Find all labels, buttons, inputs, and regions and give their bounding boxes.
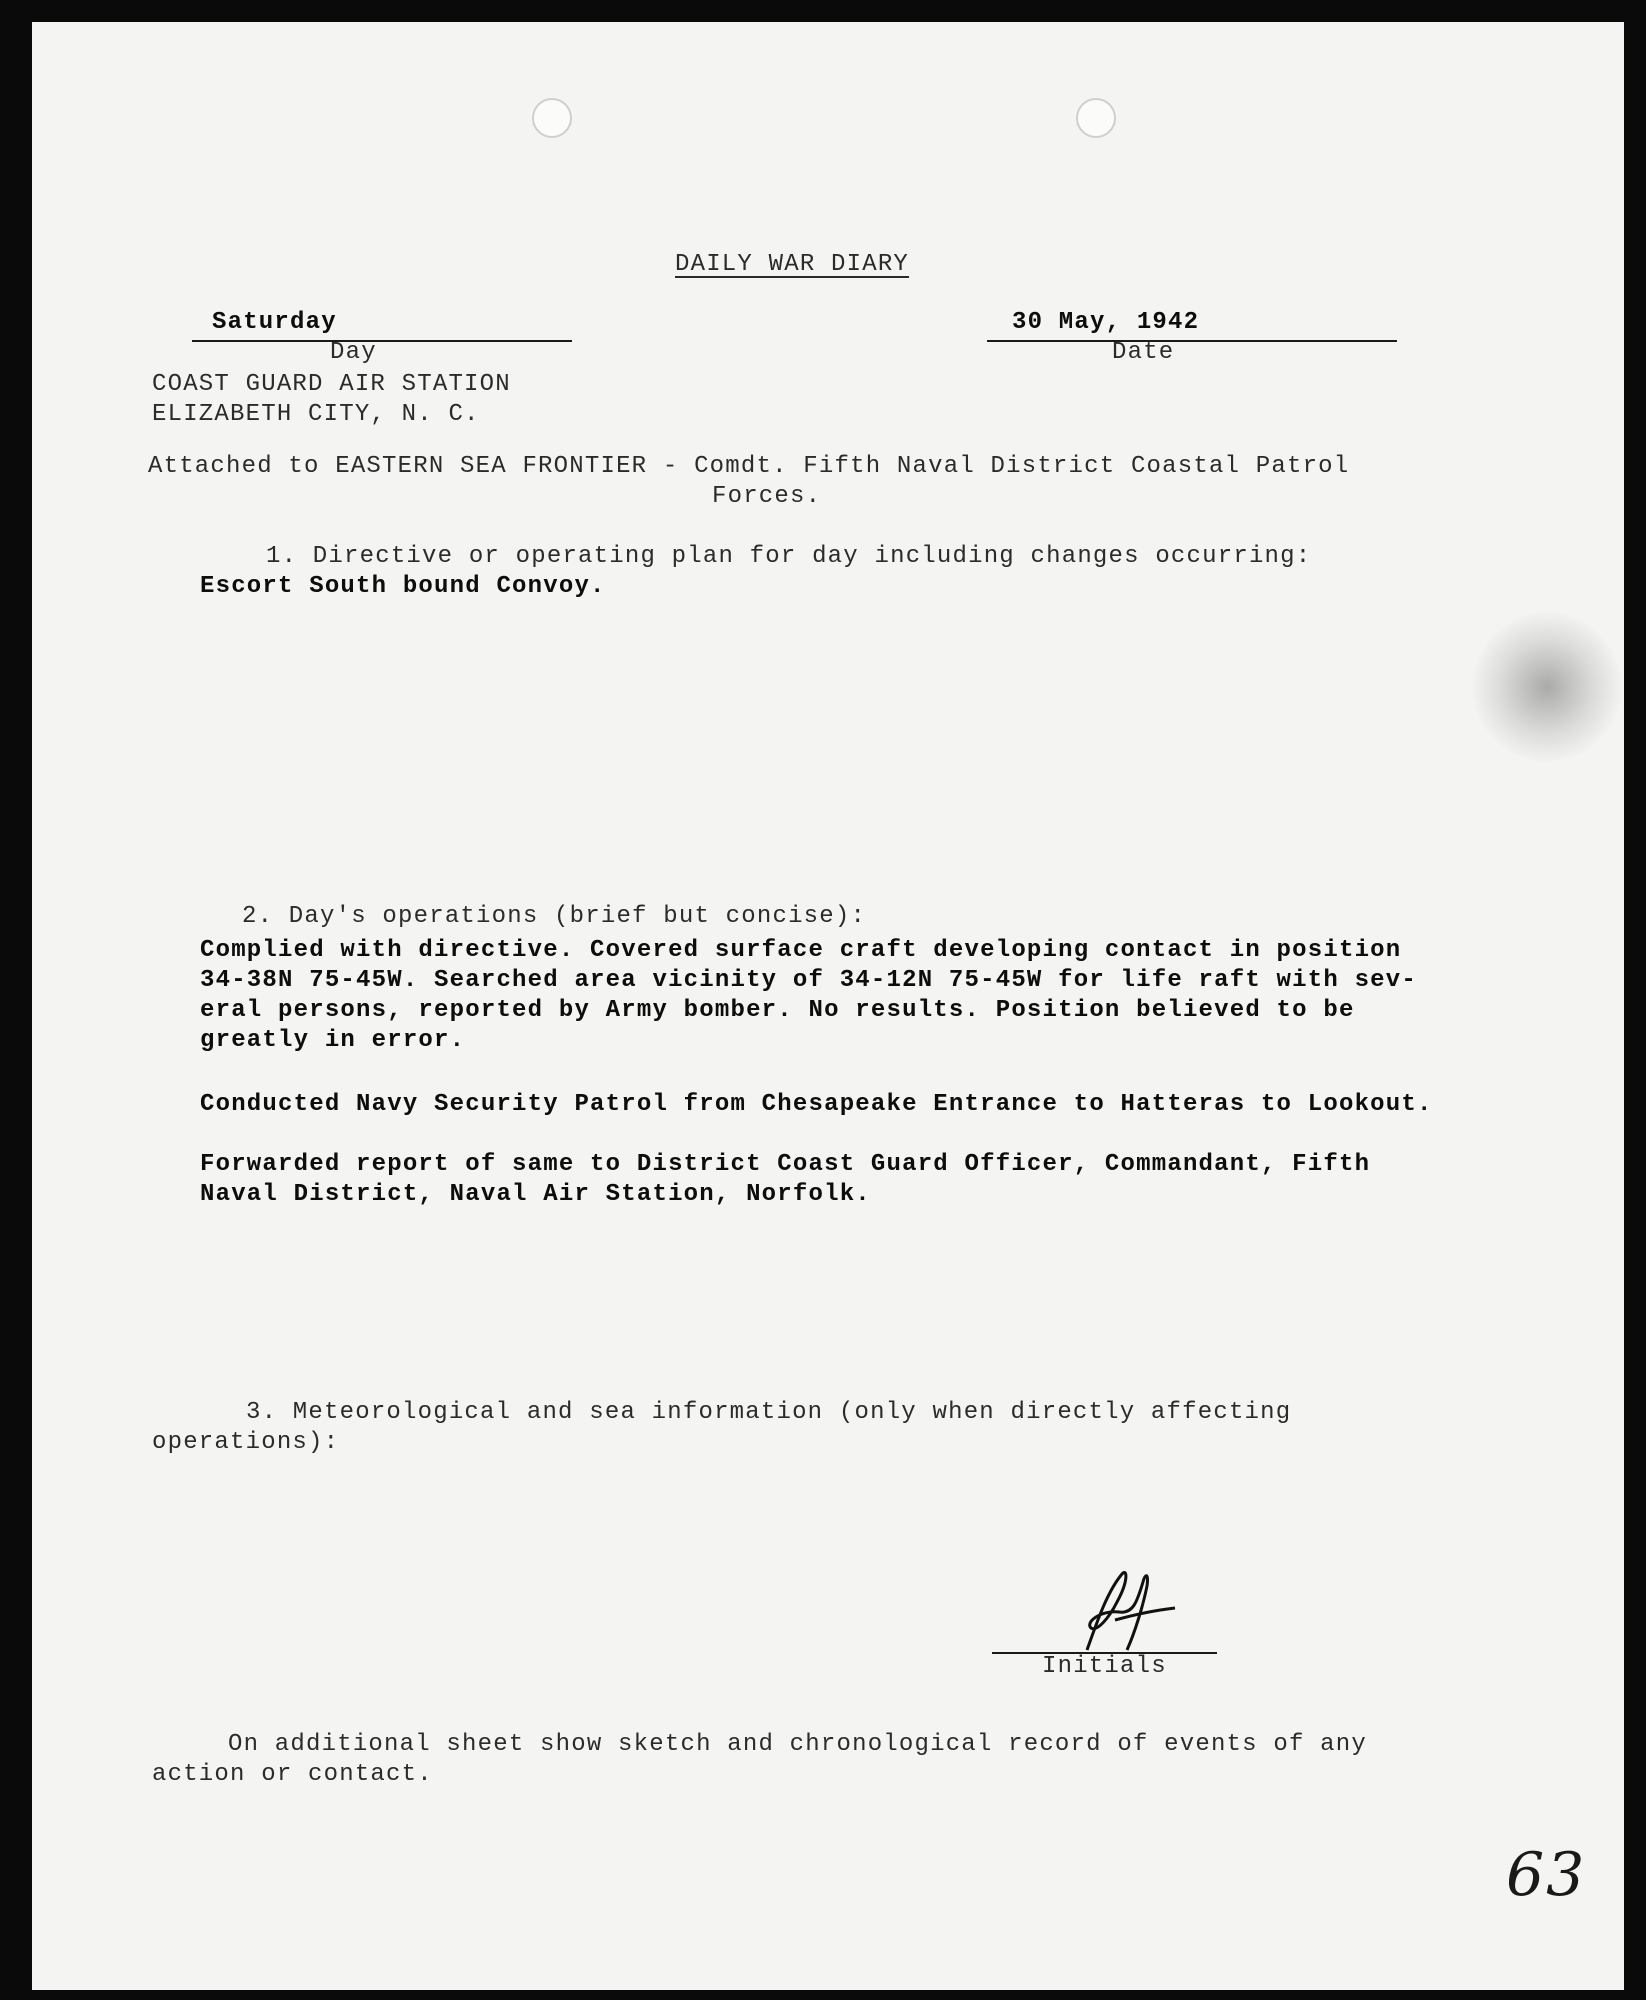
- footer-line: On additional sheet show sketch and chronological record of events of any: [228, 1731, 1367, 1758]
- date-label: Date: [1112, 339, 1175, 366]
- punch-hole-right: [1076, 98, 1116, 138]
- document-page: [32, 22, 1624, 1990]
- page-number-text: 63: [1506, 1840, 1587, 1910]
- document-title: DAILY WAR DIARY: [675, 251, 910, 278]
- initials-signature: [1067, 1562, 1187, 1662]
- punch-hole-left: [532, 98, 572, 138]
- station-location: ELIZABETH CITY, N. C.: [152, 401, 480, 428]
- page-number: [1506, 1840, 1586, 1910]
- section2-report-line: Naval District, Naval Air Station, Norfolk.: [200, 1181, 871, 1208]
- section2-heading: 2. Day's operations (brief but concise):: [242, 903, 867, 930]
- section3-heading: 3. Meteorological and sea information (only when directly affecting: [246, 1399, 1292, 1426]
- section1-body: Escort South bound Convoy.: [200, 573, 606, 600]
- section2-body-line: 34-38N 75-45W. Searched area vicinity of 34-12N 75-45W for life raft with sev-: [200, 967, 1417, 994]
- day-value: Saturday: [212, 309, 337, 336]
- section3-heading-cont: operations):: [152, 1429, 340, 1456]
- day-label: Day: [330, 339, 377, 366]
- section2-body-line: eral persons, reported by Army bomber. No results. Position believed to be: [200, 997, 1355, 1024]
- date-underline: [987, 340, 1397, 342]
- section2-report-line: Forwarded report of same to District Coast Guard Officer, Commandant, Fifth: [200, 1151, 1371, 1178]
- section2-body-line: Complied with directive. Covered surface craft developing contact in position: [200, 937, 1402, 964]
- initials-label: Initials: [1042, 1653, 1167, 1680]
- date-value: 30 May, 1942: [1012, 309, 1200, 336]
- section1-heading: 1. Directive or operating plan for day including changes occurring:: [266, 543, 1312, 570]
- day-underline: [192, 340, 572, 342]
- attached-line-cont: Forces.: [712, 483, 822, 510]
- station-name: COAST GUARD AIR STATION: [152, 371, 511, 398]
- section2-body-line: greatly in error.: [200, 1027, 466, 1054]
- section2-patrol: Conducted Navy Security Patrol from Chesapeake Entrance to Hatteras to Lookout.: [200, 1091, 1433, 1118]
- footer-line-cont: action or contact.: [152, 1761, 433, 1788]
- ink-smudge: [1472, 612, 1622, 762]
- attached-line: Attached to EASTERN SEA FRONTIER - Comdt. Fifth Naval District Coastal Patrol: [148, 453, 1350, 480]
